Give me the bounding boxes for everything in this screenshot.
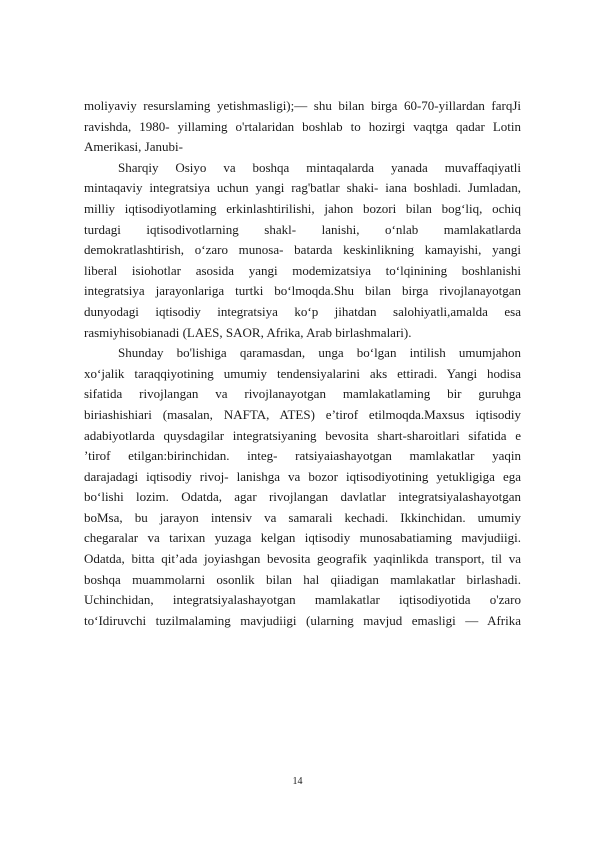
text-line: integratsiya jarayonlariga turtki bo‘lmoqda.Shu bilan birga rivojlanayotgan <box>84 283 521 299</box>
text-line: Shunday bo'lishiga qaramasdan, unga bo‘lgan intilish umumjahon <box>118 345 521 361</box>
text-line: moliyaviy resurslaming yetishmasligi);— shu bilan birga 60-70-yillardan farqJi <box>84 98 521 113</box>
text-line: milliy iqtisodiyotlaming erkinlashtirilishi, jahon bozori bilan bog‘liq, ochiq <box>84 200 521 216</box>
paragraph-3 <box>84 343 521 631</box>
text-line: ’tirof etilgan:birinchidan. integ- ratsiyaiashayotgan mamlakatlar yaqin <box>84 448 521 464</box>
text-line: Amerikasi, Janubi- <box>84 139 183 155</box>
text-line: adabiyotlarda quysdagilar integratsiyaning bevosita shart-sharoitlari sifatida e <box>84 427 521 443</box>
text-line: mintaqaviy integratsiya uchun yangi rag'batlar shaki- iana boshladi. Jumladan, <box>84 180 521 196</box>
text-line: rasmiyhisobianadi (LAES, SAOR, Afrika, Arab birlashmalari). <box>84 324 412 340</box>
text-line: liberal isiohotlar asosida yangi modemizatsiya to‘lqinining boshlanishi <box>84 262 521 278</box>
text-line: dunyodagi iqtisodiy integratsiya ko‘p jihatdan salohiyatli,amalda esa <box>84 303 521 319</box>
text-line: biriashishiari (masalan, NAFTA, ATES) e’tirof etilmoqda.Maxsus iqtisodiy <box>84 406 521 422</box>
page-number: 14 <box>292 776 303 787</box>
text-line: demokratlashtirish, o‘zaro munosa- batarda keskinlikning kamayishi, yangi <box>84 242 521 258</box>
text-line: boshqa muammolarni osonlik bilan hal qiiadigan mamlakatlar birlashadi. <box>84 571 521 587</box>
text-line: bo‘lishi lozim. Odatda, agar rivojlangan davlatlar integratsiyalashayotgan <box>84 489 521 505</box>
text-line: to‘Idiruvchi tuzilmalaming mavjudiigi (ularning mavjud emasligi — Afrika <box>84 612 521 628</box>
text-line: Uchinchidan, integratsiyalashayotgan mamlakatlar iqtisodiyotida o'zaro <box>84 592 521 608</box>
paragraph-1 <box>84 96 521 158</box>
text-line: Odatda, bitta qit’ada joyiashgan bevosita geografik yaqinlikda transport, til va <box>84 551 521 567</box>
text-line: xo‘jalik taraqqiyotining umumiy tendensiyalarini aks ettiradi. Yangi hodisa <box>84 365 521 381</box>
text-line: darajadagi iqtisodiy rivoj- lanishga va bozor iqtisodiyotining yetukligiga ega <box>84 468 521 484</box>
paragraph-2 <box>84 158 521 343</box>
body-text <box>84 96 521 631</box>
text-line: turdagi iqtisodivotlarning shakl- lanishi, o‘nlab mamlakatlarda <box>84 221 521 237</box>
text-line: boMsa, bu jarayon intensiv va samarali kechadi. Ikkinchidan. umumiy <box>84 509 521 525</box>
text-line: sifatida rivojlangan va rivojlanayotgan mamlakatlaming bir guruhga <box>84 386 521 402</box>
text-line: Sharqiy Osiyo va boshqa mintaqalarda yanada muvaffaqiyatli <box>118 159 521 175</box>
text-line: chegaralar va tarixan yuzaga kelgan iqtisodiy munosabatiaming mavjudiigi. <box>84 530 521 546</box>
text-line: ravishda, 1980- yillaming o'rtalaridan boshlab to hozirgi vaqtga qadar Lotin <box>84 118 521 134</box>
